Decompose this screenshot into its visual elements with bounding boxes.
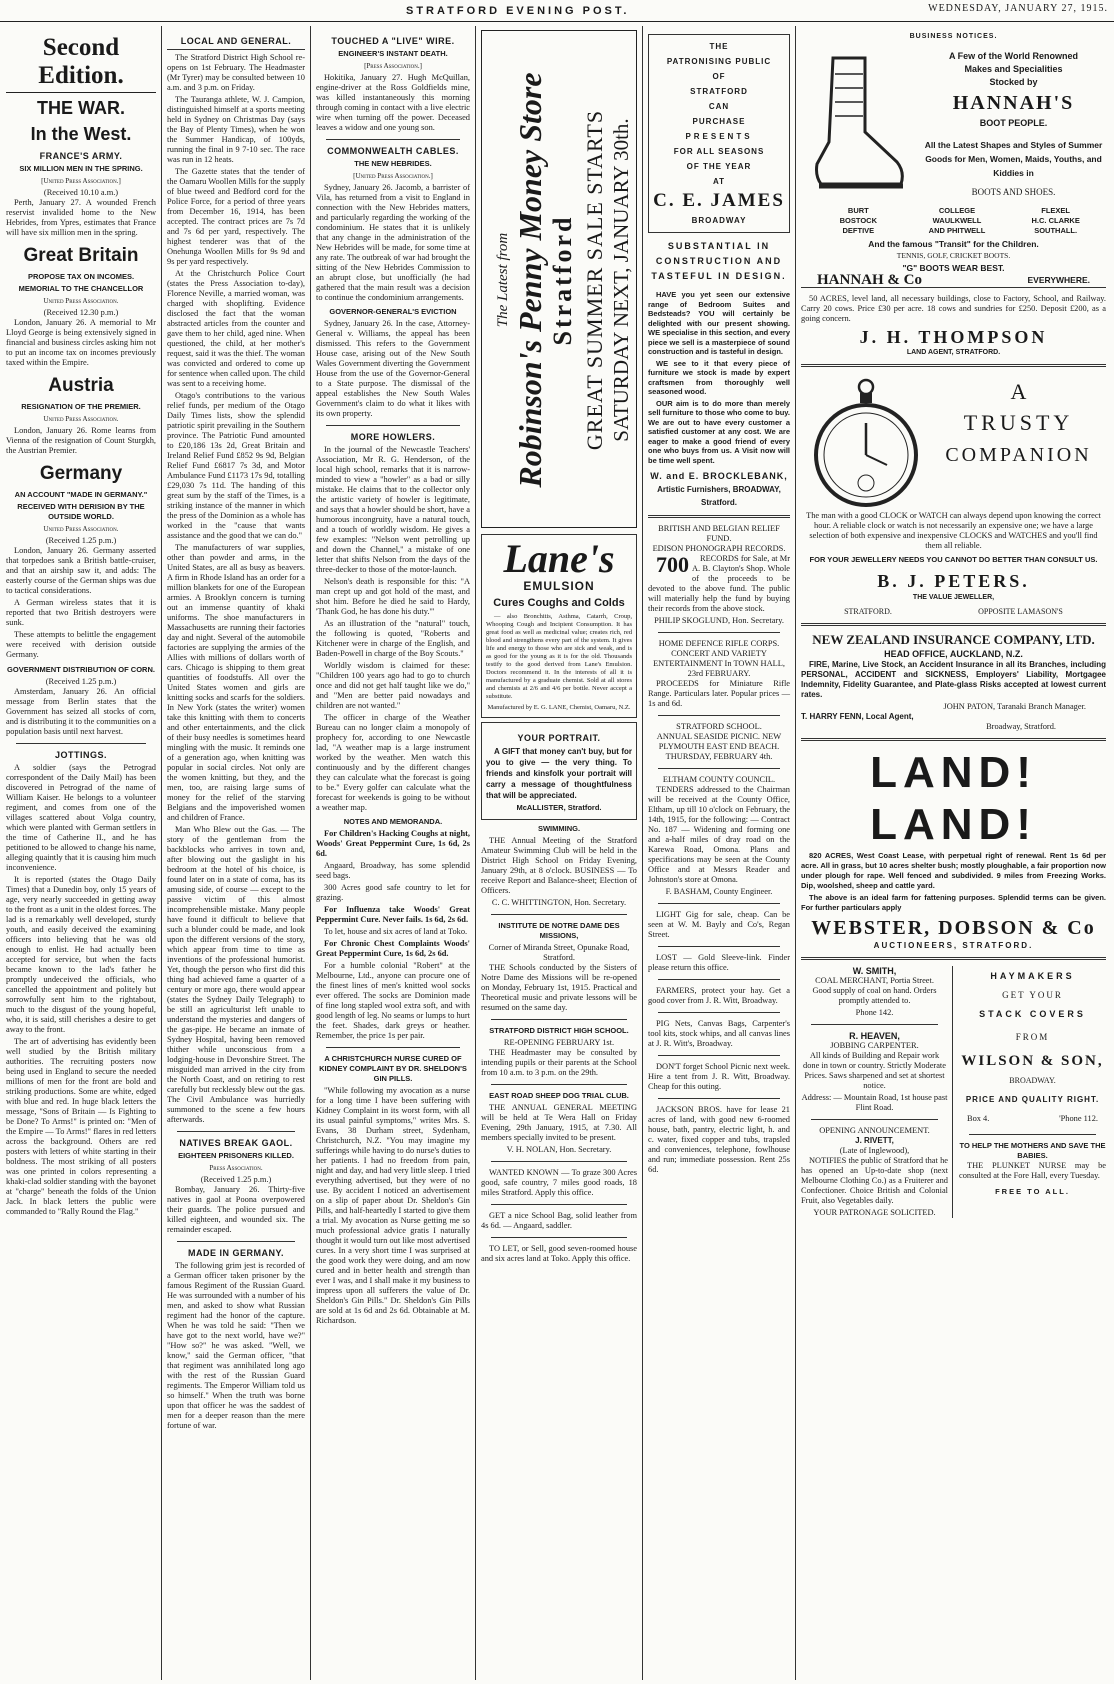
notes-item: 300 Acres good safe country to let for grazing. — [316, 883, 470, 902]
notes-item: For a humble colonial "Robert" at the Melbourne, Ltd., anyone can procure one of the finest lines of men's knitted wool socks ever offered. The socks are Dominion made of fine long stapled wool extra soft, and with good length of leg. No seams or lumps to hurt the feet. Shades, dark greys or heather. Remember, the price 1s per pair. — [316, 961, 470, 1040]
brand-grid — [809, 206, 1105, 236]
column-ads-2 — [644, 30, 794, 1678]
ad-line: OF THE YEAR — [686, 162, 752, 171]
ad-signature: F. BASHAM, County Engineer. — [665, 887, 773, 896]
column-business-notices — [797, 30, 1110, 1678]
land-heading: LAND! LAND! — [870, 748, 1037, 849]
peters-ad — [801, 373, 1106, 511]
ad-name: J. H. THOMPSON — [859, 327, 1048, 347]
article-body: London, January 26. A memorial to Mr Lloyd George is being extensively signed in financial and business circles asking him not to put an income tax on incomes previously taxed within the Empire. — [6, 318, 156, 367]
divider — [16, 743, 146, 744]
ad-line: OF — [712, 72, 726, 81]
ad-body: HAVE you yet seen our extensive range of Bedroom Suites and Bedsteads? YOU will certainly be delighted with our present showing. WE specialise in this section, and every piece we sell is a masterpiece of sound construction and is tasteful in design. — [648, 290, 790, 356]
column-local-news — [163, 30, 309, 1678]
ad-name: B. J. PETERS. — [877, 571, 1030, 591]
column-rule — [642, 26, 643, 1680]
headline: OPENING ANNOUNCEMENT. — [819, 1126, 930, 1135]
ad-line: Stocked by — [989, 77, 1038, 87]
ad-line: PURCHASE — [692, 117, 746, 126]
ad-line: BOOTS AND SHOES. — [971, 187, 1056, 197]
ad-name: W. SMITH, — [852, 966, 897, 976]
ad-line: HAYMAKERS — [990, 971, 1075, 981]
headline: RESIGNATION OF THE PREMIER. — [21, 402, 141, 411]
bottom-ads-left — [801, 966, 953, 1218]
subheadline: Corner of Miranda Street, Opunake Road, Stratford. — [488, 943, 630, 962]
section-heading: BUSINESS NOTICES. — [909, 33, 998, 40]
brand-name: BURT — [847, 206, 869, 215]
hannahs-ad — [801, 46, 1106, 288]
ad-line: STRATFORD — [690, 87, 748, 96]
divider — [491, 1161, 627, 1162]
headline: INSTITUTE DE NOTRE DAME DES MISSIONS, — [498, 921, 620, 940]
divider — [658, 632, 780, 633]
divider — [658, 903, 780, 904]
article-body: "While following my avocation as a nurse for a long time I have been suffering with Kidney Complaint in its worst form, with all its usual painful symptoms," writes Mrs. S. Evans, 38 Durham street, Sydenham, Christchurch, N.Z. "You may imagine my sufferings while having to do nurse's duties to her patients. I had no freedom from pain, night and day, and had very little sleep. I tried everything advertised, but they were of no use. By accident I noticed an advertisement on a slip of paper about Dr. Sheldon's Gin Pills, and half-heartedly I started to give them a trial. My avocation as Nurse getting me so much professional advice gratis I naturally thought it would turn out like most advertised cures. In a very short time I was surprised at the good work they were doing, and am now cured and in better health and strength than ever I was, and I shall make it my business to impress upon all sufferers the value of Dr. Sheldon's Gin Pills." Dr. Sheldon's Gin Pills are sold at 1s 6d and 2s 6d. Obtainable at M. Richardson. — [316, 1086, 470, 1325]
ad-line: AUCTIONEERS, STRATFORD. — [873, 941, 1034, 950]
article-body: A German wireless states that it is reported that two British destroyers were sunk. — [6, 598, 156, 627]
article-body: The Gazette states that the tender of the Oamaru Woollen Mills for the supply of blue tweed and Bedford cord for the Police Force, for a period of three years from December 16, 1914, has been accepted. The contract prices are 7s 7d and 7s 6d per yard, respectively. The highest tenderer was that of the Onehunga Woollen Mills for 9s 9d and 9s per yard respectively. — [167, 167, 305, 266]
notes-item: Angaard, Broadway, has some splendid seed bags. — [316, 861, 470, 880]
headline: NOTES AND MEMORANDA. — [343, 817, 443, 826]
classified-ad: JACKSON BROS. have for lease 21 acres of land, with good new 6-roomed house, bath, pantry, electric light, h. and c. water, fixed copper and tubs, trapsled and conveniences, telephone, fowlhouse and run; immediate possession. Rent 25s 6d. — [648, 1105, 790, 1174]
ad-line: Phone 142. — [855, 1008, 894, 1017]
received-time: (Received 1.25 p.m.) — [45, 536, 117, 545]
article-body: Bombay, January 26. Thirty-five natives in gaol at Poona overpowered their guards. The police pursued and killed eighteen, and wounded six. The remainder escaped. — [167, 1185, 305, 1234]
ad-body: 820 ACRES, West Coast Lease, with perpetual right of renewal. Rent 1s 6d per acre. All in grass, but 10 acres shelter bush; mostly ploughable, a fair proportion now under plough for rape. Well fenced and subdivided. 9 miles from Freezing Works. Dip, woolshed, sheep and cattle yard. — [801, 851, 1106, 890]
headline: JOTTINGS. — [54, 750, 107, 760]
ad-line: LAND AGENT, STRATFORD. — [906, 349, 1001, 356]
ad-line: Box 4. — [967, 1114, 990, 1123]
brand-name: WAULKWELL — [932, 216, 982, 225]
ad-name: WILSON & SON, — [961, 1053, 1104, 1069]
ad-line: 'Phone 112. — [1059, 1114, 1098, 1123]
brand-name: BOSTOCK — [839, 216, 878, 225]
divider — [801, 957, 1106, 960]
ad-town: Stratford — [548, 214, 577, 346]
ad-body: WE see to it that every piece of furniture we stock is made by expert craftsmen from thoroughly well seasoned wood. — [648, 358, 790, 396]
ad-body: The above is an ideal farm for fattening purposes. Splendid terms can be given. For further particulars apply — [801, 893, 1106, 912]
headline: STRATFORD DISTRICT HIGH SCHOOL. — [489, 1026, 629, 1035]
ad-body: PROCEEDS for Miniature Rifle Range. Particulars later. Popular prices — 1s and 6d. — [648, 679, 790, 708]
ad-line: TENNIS, GOLF, CRICKET BOOTS. — [896, 251, 1011, 260]
brand-name: DEFTIVE — [842, 226, 875, 235]
news-source: [United Press Association.] — [353, 172, 433, 180]
ad-body: THE Schools conducted by the Sisters of Notre Dame des Missions will be re-opened on Monday, February 1st, 1915. Practical and Theoretical music and private lessons will be resumed on the same day. — [481, 963, 637, 1012]
article-body: Amsterdam, January 26. An official message from Berlin states that the Government has seized all stocks of corn, and is distributing it to the communities on a population basis until next harvest. — [6, 687, 156, 736]
article-body: Nelson's death is responsible for this: "A man crept up and got hold of the mast, and shot him. Before he died he said to Hardy, 'Thank God, he has done his duty.'" — [316, 577, 470, 616]
classified-ad: DON'T forget School Picnic next week. Hire a tent from J. R. Witt, Broadway. Cheap for this outing. — [648, 1062, 790, 1091]
ad-body: THE Annual Meeting of the Stratford Amateur Swimming Club will be held in the District High School on Friday Evening, January 29th, at 8 o'clock. BUSINESS — To receive Report and Balance-sheet; Election of Officers. — [481, 836, 637, 895]
received-time: (Received 1.25 p.m.) — [200, 1175, 272, 1184]
ad-line: COMPANION — [945, 444, 1092, 466]
ad-signature: McALLISTER, Stratford. — [516, 803, 602, 812]
ad-line: PATRONISING PUBLIC — [666, 57, 772, 66]
ad-line: OPPOSITE LAMASON'S — [978, 607, 1063, 616]
hannahs-text — [921, 50, 1106, 199]
article-body: Man Who Blew out the Gas. — The story of the gentleman from the backblocks who arrives in town and, after blowing out the gaslight in his bedroom at the hotel of his choice, is found later on in a state of coma, has its amusing side, of course — except to the passive victim of this almost incomprehensible mistake. Many people have found it difficult to believe that such a blunder could be made, and look upon the different versions of the story, which appear from time to time as inventions of the professional humorist. Yet, though the person who first did this thing had achieved fame a quarter of a century or more ago, there would appear (states the Sydney Daily Telegraph) to be still an agriculturist left unable to understand the mysteries and dangers of the gas-pipe. He became an inmate of Sydney Hospital, having been removed thither while unconscious from a lodging-house in Devonshire Street. The misguided man arrived in the city from the North Coast, and on retiring to rest carefully but recklessly blew out the gas. The Civil Ambulance was hurriedly summoned to the scene a few hours afterwards. — [167, 825, 305, 1124]
headline: ELTHAM COUNTY COUNCIL. — [662, 775, 776, 784]
headline: SWIMMING. — [537, 824, 581, 833]
ad-body: NOTIFIES the public of Stratford that he has opened an Up-to-date shop (next Melbourne Clothing Co.) as a Fruiterer and Confectioner. Choice British and Colonial Fruit, also Vegetables daily. — [801, 1156, 948, 1205]
headline: EAST ROAD SHEEP DOG TRIAL CLUB. — [489, 1091, 629, 1100]
notes-item: For Chronic Chest Complaints Woods' Great Peppermint Cure, 1s 6d, 2s 6d. — [316, 939, 470, 958]
ad-line: Makes and Specialities — [964, 64, 1063, 74]
divider — [811, 1024, 938, 1025]
trusty-heading — [931, 377, 1106, 471]
ad-body: A GIFT that money can't buy, but for you to give — the very thing. To friends and kinsfolk your portrait will carry a message of thoughtfulness that will be appreciated. — [486, 747, 632, 800]
divider — [658, 979, 780, 980]
headline: FRANCE'S ARMY. — [39, 151, 123, 161]
ad-body: RECORDS for Sale, at Mr A. B. Clayton's Shop. Whole of the proceeds to be devoted to the above fund. The public will materially help the fund by buying their records from the above stock. — [648, 554, 790, 613]
war-heading: THE WAR. — [37, 98, 125, 118]
divider — [658, 1012, 780, 1013]
headline: AN ACCOUNT "MADE IN GERMANY." — [14, 490, 148, 499]
article-body: The Tauranga athlete, W. J. Campion, distinguished himself at a sports meeting held in Sydney on Christmas Day (says the Bay of Plenty Times), when he won the Summer Handicap, of 100yds, running the final in 9 7-10 sec. The race was run in 12 heats. — [167, 95, 305, 164]
divider — [177, 1241, 295, 1242]
ad-line: CAN — [708, 102, 730, 111]
ad-line: JOBBING CARPENTER. — [830, 1041, 919, 1050]
ad-signature: PHILIP SKOGLUND, Hon. Secretary. — [654, 616, 784, 625]
divider — [491, 1019, 627, 1020]
headline: A CHRISTCHURCH NURSE CURED OF KIDNEY COMPLAINT BY DR. SHELDON'S GIN PILLS. — [319, 1054, 467, 1083]
ad-body: Good supply of coal on hand. Orders promptly attended to. — [812, 986, 937, 1005]
column-war-news — [2, 30, 160, 1678]
issue-date: WEDNESDAY, JANUARY 27, 1915. — [928, 3, 1108, 14]
subheadline: RE-OPENING FEBRUARY 1st. — [503, 1038, 615, 1047]
ad-line: HEAD OFFICE, AUCKLAND, N.Z. — [884, 649, 1023, 659]
article-body: As an illustration of the "natural" touch, the following is quoted, "Roberts and Kitchener were in charge of the English, and Baden-Powell in charge of the Boy Scouts." — [316, 619, 470, 658]
ad-line: PRESENTS — [685, 132, 753, 141]
ad-line: AT — [712, 177, 726, 186]
notes-item: For Influenza take Woods' Great Peppermint Cure. Never fails. 1s 6d, 2s 6d. — [316, 905, 470, 924]
headline: PROPOSE TAX ON INCOMES. — [27, 272, 135, 281]
ad-line: FOR YOUR JEWELLERY NEEDS YOU CANNOT DO BETTER THAN CONSULT US. — [809, 555, 1098, 564]
divider — [658, 715, 780, 716]
divider — [491, 1237, 627, 1238]
article-body: Worldly wisdom is claimed for these: "Children 100 years ago had to go to church once and did not get half taught like we do," and "Men are better paid nowadays and children are not wanted." — [316, 661, 470, 710]
article-body: These attempts to belittle the engagement were received with derision outside Germany. — [6, 630, 156, 659]
ad-line: EVERYWHERE. — [1027, 275, 1090, 285]
headline: GOVERNMENT DISTRIBUTION OF CORN. — [7, 665, 155, 674]
ad-body: THE PLUNKET NURSE may be consulted at the Fore Hall, every Tuesday. — [959, 1161, 1106, 1180]
ad-name: HANNAH'S — [952, 92, 1075, 114]
ad-body: All kinds of Building and Repair work done in town or country. Strictly Moderate Prices. Saws sharpened and set at shortest notice. — [803, 1051, 946, 1090]
lanes-logo: Lane's — [503, 536, 615, 581]
column-cables — [312, 30, 474, 1678]
ad-line: And the famous "Transit" for the Children. — [868, 239, 1039, 249]
section-heading: LOCAL AND GENERAL. — [167, 36, 305, 50]
ad-line: Artistic Furnishers, BROADWAY, Stratford. — [657, 485, 781, 507]
ad-line: STRATFORD. — [844, 607, 892, 616]
section-heading: Austria — [48, 375, 114, 396]
ad-body: THE Headmaster may be consulted by intending pupils or their parents at the School from 10 a.m. to 3 p.m. on the 29th. — [481, 1048, 637, 1077]
ad-store-name: Robinson's Penny Money Store — [512, 72, 548, 488]
headline: HOME DEFENCE RIFLE CORPS. — [658, 639, 780, 648]
robinsons-sale-ad — [481, 30, 637, 528]
classified-ad: LIGHT Gig for sale, cheap. Can be seen at W. M. Bayly and Co's, Regan Street. — [648, 910, 790, 939]
divider — [801, 738, 1106, 741]
classified-ad: LOST — Gold Sleeve-link. Finder please return this office. — [648, 953, 790, 972]
subheadline: RECEIVED WITH DERISION BY THE OUTSIDE WORLD. — [17, 502, 145, 521]
ad-line: THE — [709, 42, 729, 51]
article-body: Perth, January 27. A wounded French reservist invalided home to the New Hebrides, from Ypres, estimates that France will have six million men in the spring. — [6, 198, 156, 237]
ad-line: THE VALUE JEWELLER, — [912, 594, 995, 601]
hay-contact — [959, 1110, 1106, 1128]
bottom-ads-right — [959, 966, 1106, 1218]
ad-line: BROADWAY. — [1009, 1076, 1056, 1085]
column-rule — [475, 26, 476, 1680]
divider — [491, 1084, 627, 1085]
headline: MORE HOWLERS. — [350, 432, 436, 442]
classified-ad: FARMERS, protect your hay. Get a good cover from J. R. Witt, Broadway. — [648, 986, 790, 1005]
article-body: London, January 26. Rome learns from Vienna of the resignation of Count Sturgkh, the Austrian Premier. — [6, 426, 156, 455]
column-rule — [161, 26, 162, 1680]
ad-name: C. E. JAMES — [653, 190, 785, 211]
headline: TO HELP THE MOTHERS AND SAVE THE BABIES. — [959, 1141, 1106, 1160]
brand-name: FLEXEL — [1041, 206, 1071, 215]
ad-line: FOR ALL SEASONS — [673, 147, 765, 156]
article-body: At the Christchurch Police Court (states the Press Association to-day), Florence Neville, a married woman, was charged with shoplifting. Evidence disclosed the fact that the woman abstracted articles from the counter and gave them to her child, aged nine. When questioned, the child, at her mother's request, said it was the thief. The woman was convicted and ordered to come up for sentence when called upon. The child was sent to a receiving home. — [167, 269, 305, 388]
subheadline: CONCERT AND VARIETY ENTERTAINMENT In TOWN HALL, 23rd FEBRUARY. — [653, 649, 785, 678]
lanes-sub: EMULSION — [523, 579, 595, 593]
lanes-body: — also Bronchitis, Asthma, Catarrh, Croup, Whooping Cough and Incipient Consumption. It has great food as well as medicinal value; creates rich, red blood and strengthens every part of the system. It gives life and energy to those who are sick and weak, and is as good for the young as it is for the old. Thousands testify to the good derived from Lane's Emulsion. Doctors recommend it. In the interests of all it is manufactured by a graduate chemist. Sold at all stores and chemists at 2/6 and 4/6 per bottle. Never accept a substitute. — [486, 613, 632, 700]
brand-name: COLLEGE — [938, 206, 976, 215]
ad-line: GET YOUR — [1002, 990, 1063, 1000]
thompson-ad-body: 50 ACRES, level land, all necessary buildings, close to Factory, School, and Railway. Carry 20 cows. Price £30 per acre. 18 cows and sundries for £250. Deposit £200, as a going concern. — [801, 294, 1106, 323]
ad-signature: JOHN PATON, Taranaki Branch Manager. — [943, 702, 1086, 711]
hannahs-signoff — [801, 274, 1106, 286]
ad-name: J. RIVETT, — [855, 1136, 894, 1145]
brand-name: SOUTHALL. — [1034, 226, 1078, 235]
ad-line: YOUR PATRONAGE SOLICITED. — [813, 1208, 936, 1217]
ad-line: PRICE AND QUALITY RIGHT. — [965, 1095, 1100, 1104]
hannahs-footer — [801, 238, 1106, 286]
article-body: The Stratford District High School re-opens on 1st February. The Headmaster (Mr Tyrer) may be consulted between 10 a.m. and 3 p.m. on Friday. — [167, 53, 305, 92]
divider — [658, 1098, 780, 1099]
article-body: Sydney, January 26. In the case, Attorney-General v. Williams, the appeal has been dismissed. This refers to the Government House case, arising out of the New South Wales Government diverting the Government House from the use of the Governor-General to a State purpose. The dismissal of the appeal establishes the New South Wales Government's claim to do what it likes with its own property. — [316, 319, 470, 418]
ad-line: T. HARRY FENN, Local Agent, — [801, 712, 914, 721]
subheadline: GOVERNOR-GENERAL'S EVICTION — [329, 307, 457, 316]
divider — [969, 1134, 1096, 1135]
ad-body: TENDERS addressed to the Chairman will be received at the County Office, Eltham, up till 10 o'clock on February, the 14th, 1915, for the following: — Contract No. 187 — Widening and forming one and a-half miles of dray road on the Karewa Road, Omona. Plans and specifications may be seen at the County Office and at Messrs Reader and Johnston's store at Omona. — [648, 785, 790, 884]
news-source: [United Press Association.] — [41, 177, 121, 185]
ad-line: TRUSTY — [963, 410, 1074, 435]
brocklebank-heading: SUBSTANTIAL IN CONSTRUCTION AND TASTEFUL IN DESIGN. — [651, 241, 787, 281]
ad-line: COAL MERCHANT, Portia Street. — [815, 976, 934, 985]
subheadline: EIGHTEEN PRISONERS KILLED. — [178, 1151, 294, 1160]
headline: NATIVES BREAK GAOL. — [179, 1138, 293, 1148]
classified-ad: WANTED KNOWN — To graze 300 Acres good, safe country, 7 miles good roads, 18 miles Stratford. Apply this office. — [481, 1168, 637, 1197]
relief-number: 700 — [656, 552, 689, 577]
article-body: Hokitika, January 27. Hugh McQuillan, engine-driver at the Ross Goldfields mine, was killed instantaneously this morning through coming in contact with a live electric wire when turning off the power. Deceased leaves a widow and one young son. — [316, 73, 470, 132]
ad-name: W. and E. BROCKLEBANK, — [650, 471, 788, 481]
ad-sale: GREAT SUMMER SALE STARTS — [582, 109, 607, 451]
lanes-maker: Manufactured by E. G. LANE, Chemist, Oamaru, N.Z. — [487, 704, 631, 711]
ad-name: NEW ZEALAND INSURANCE COMPANY, LTD. — [812, 632, 1095, 647]
received-time: (Received 10.10 a.m.) — [43, 188, 119, 197]
news-source: United Press Association. — [43, 525, 119, 533]
ad-line: "G" BOOTS WEAR BEST. — [902, 263, 1005, 273]
ad-body: FIRE, Marine, Live Stock, an Accident Insurance in all its Branches, including PERSONAL, ACCIDENT and SICKNESS, Employers' Liability, Mortgagee Indemnity, Fidelity Guarantee, and Plate-glass Risks accepted at lowest current rates. — [801, 660, 1106, 699]
headline: STRATFORD SCHOOL. — [676, 722, 762, 731]
classified-ad: GET a nice School Bag, solid leather from 4s 6d. — Angaard, saddler. — [481, 1211, 637, 1230]
headline: YOUR PORTRAIT. — [517, 733, 601, 743]
ad-body: THE ANNUAL GENERAL MEETING will be held at Te Wera Hall on Friday Evening, 29th January, 1915, at 7.30. All members specially invited to be present. — [481, 1103, 637, 1142]
ad-signature: C. C. WHITTINGTON, Hon. Secretary. — [491, 898, 627, 907]
article-body: The manufacturers of war supplies, other than powder and arms, in the United States, are all as busy as beavers. A firm in Rhode Island has an order for a million blankets for one of the European armies. A Brooklyn concern is turning out an immense quantity of khaki uniforms. The shoe manufacturers in Massachusetts are running their factories day and night. Several of the automobile factories are supplying the armies of the Allies with millions of dollars worth of cars. Chicago is shipping to them great quantities of foodstuffs. All over the United States women and girls are knitting socks and scarfs for the soldiers. In New York (states the writer) women take this knitting with them to concerts and other entertainments, and the click of their busy needles is sometimes heard mingling with the music. It reminds one of a generation ago, when knitting was popular in social circles. Not only are the women knitting, but they, and the men, too, are raising large sums of money for the relief of the starving Belgians and the impoverished women and children of France. — [167, 543, 305, 822]
edition-heading: Second Edition. — [6, 34, 156, 93]
divider — [326, 139, 460, 140]
divider — [491, 914, 627, 915]
headline: MADE IN GERMANY. — [187, 1248, 284, 1258]
ad-line: All the Latest Shapes and Styles of Summer Goods for Men, Women, Maids, Youths, and Kiddies in — [924, 140, 1103, 178]
ad-name: R. HEAVEN, — [849, 1031, 900, 1041]
news-source: Press Association. — [209, 1164, 263, 1172]
ad-body: ANNUAL SEASIDE PICNIC. NEW PLYMOUTH EAST END BEACH. THURSDAY, FEBRUARY 4th. — [656, 732, 782, 761]
article-body: A soldier (says the Petrograd correspondent of the Daily Mail) has been discovered in Petrograd of the name of William Kaiser. He belongs to a volunteer regiment, and comes from one of the villages scattered about Volga country, which were planted with German settlers in the time of Catherine II., and he has petitioned to be allowed to change his name, alleging quaintly that it is causing him much inconvenience. — [6, 763, 156, 872]
headline: COMMONWEALTH CABLES. — [327, 146, 459, 156]
ad-line: Broadway, Stratford. — [986, 722, 1056, 731]
divider — [326, 425, 460, 426]
ad-body: The man with a good CLOCK or WATCH can always depend upon knowing the correct hour. A reliable clock or watch is not necessarily an expensive one; we have a large selection of both expensive and inexpensive CLOCKS and WATCHES and you'll find them all reliable. — [806, 511, 1101, 550]
ad-kicker: The Latest from — [495, 232, 511, 328]
ad-date: SATURDAY NEXT, JANUARY 30th. — [609, 118, 633, 442]
lanes-tagline: Cures Coughs and Colds — [493, 597, 625, 609]
column-rule — [310, 26, 311, 1680]
boot-icon — [805, 54, 909, 204]
headline: BRITISH AND BELGIAN RELIEF FUND. — [658, 524, 780, 543]
ad-line: BROADWAY — [691, 216, 747, 225]
notes-item: For Children's Hacking Coughs at night, Woods' Great Peppermint Cure, 1s 6d, 2s 6d. — [316, 829, 470, 858]
section-heading: Great Britain — [23, 245, 139, 266]
divider — [326, 1047, 460, 1048]
ad-line: Address: — Mountain Road, 1st house past Flint Road. — [801, 1093, 948, 1112]
pocket-watch-icon — [811, 375, 921, 509]
article-body: The officer in charge of the Weather Bureau can no longer claim a monopoly of prophecy for, according to one Newcastle lad, "A weather map is a large instrument worked by the weather. Men watch this continuously and by the different changes they can calculate what the forecast is going to be." Every golfer can calculate what the forecast for weekends is going to be without a weather map. — [316, 713, 470, 812]
received-time: (Received 1.25 p.m.) — [45, 677, 117, 686]
article-body: In the journal of the Newcastle Teachers' Association, Mr R. G. Henderson, of the local high school, remarks that it is narrow-minded to view a "howler" as a bad or silly mistake. He claims that to the collector only the artistic variety of howler is legitimate, and says that a howler should be short, have a humorous incongruity, have a natural touch, and a touch of worldly wisdom. He gives a few examples: "Nelson went petrolling up and down the Channel," a mistake of one letter that shifts Nelson from the days of the three-decker to those of the motor-launch. — [316, 445, 470, 574]
ad-name: HANNAH & Co — [817, 272, 922, 288]
masthead — [0, 0, 1114, 22]
subheadline: ENGINEER'S INSTANT DEATH. — [338, 49, 448, 58]
divider — [491, 1204, 627, 1205]
article-body: The art of advertising has evidently been well studied by the British military authorities. The recruiting posters now being used in England to secure the needed millions of men for the front are bold and striking productions. Some are white, edged with blue and red. In huge black letters the message, "Sons of Britain — Is Fighting to be Done? To Arms!" is printed on: "Men of the Empire — To Arms!" flares in red letters across the background. Others are red posters with letters of white starting in their boldness. The most striking of all posters was one printed in colors representing a khaki-clad soldier standing with the bayonet at "charge" beneath the folds of the Union Jack. In black letters the public were commanded to "Rally Round the Flag." — [6, 1037, 156, 1216]
news-source: [Press Association.] — [364, 62, 422, 70]
article-body: Sydney, January 26. Jacomb, a barrister of Vila, has returned from a visit to England in connection with the New Hebrides matters, and particularly regarding the working of the condominium. He states that it is unlikely that any change in the administration of the New Hebrides will be made, for some time at any rate. The outbreak of war had brought the sitting of the New Hebrides Commission to an abrupt close, but unofficially (he had gathered that the main result was a decision to continue the condominium arrangements. — [316, 183, 470, 302]
portrait-ad — [481, 722, 637, 820]
subheadline: EDISON PHONOGRAPH RECORDS. — [652, 544, 786, 553]
classified-ad: TO LET, or Sell, good seven-roomed house and six acres land at Toko. Apply this office. — [481, 1244, 637, 1263]
divider — [177, 1131, 295, 1132]
news-source: United Press Association. — [43, 297, 119, 305]
headline: TOUCHED A "LIVE" WIRE. — [331, 36, 455, 46]
ad-signature: V. H. NOLAN, Hon. Secretary. — [506, 1145, 612, 1154]
bottom-ads — [801, 966, 1106, 1218]
ad-line: A Few of the World Renowned — [949, 51, 1078, 61]
notes-item: To let, house and six acres of land at Toko. — [324, 927, 468, 936]
publication-title: STRATFORD EVENING POST. — [406, 5, 630, 17]
james-ad — [648, 34, 790, 233]
ad-line: BOOT PEOPLE. — [979, 118, 1048, 128]
ad-line: FROM — [1015, 1032, 1050, 1042]
divider — [658, 768, 780, 769]
divider — [658, 946, 780, 947]
divider — [801, 623, 1106, 626]
divider — [801, 364, 1106, 367]
subheadline: MEMORIAL TO THE CHANCELLOR — [18, 284, 144, 293]
subheadline: SIX MILLION MEN IN THE SPRING. — [19, 164, 143, 173]
ad-body: OUR aim is to do more than merely sell furniture to those who come to buy. We are out to have every customer a satisfied customer at any cost. We are eager to make a good friend of every one who buys from us. A Visit now will be time well spent. — [648, 398, 790, 465]
ad-line: STACK COVERS — [979, 1009, 1086, 1019]
subheadline: THE NEW HEBRIDES. — [354, 159, 432, 168]
divider — [648, 515, 790, 518]
received-time: (Received 12.30 p.m.) — [43, 308, 119, 317]
divider — [811, 1119, 938, 1120]
brand-name: H.C. CLARKE — [1031, 216, 1080, 225]
classified-ad: PIG Nets, Canvas Bags, Carpenter's tool kits, stock whips, and all canvas lines at J. R. Witt's, Broadway. — [648, 1019, 790, 1048]
column-ads-1 — [477, 30, 641, 1678]
ad-name: WEBSTER, DOBSON & Co — [811, 917, 1096, 939]
article-body: The following grim jest is recorded of a German officer taken prisoner by the famous Regiment of the Russian Guard. He was surrounded with a number of his men, and asked to show what Russian regiment had the honor of the capture. When he was told he said: "Then we have got to the next world, have we?" "How so?" he was asked. "Well, we know," said the German officer, "that that regiment was annihilated long ago with the rest of the Russian Guard regiments. The Emperor William told us so himself." When the truth was borne upon that officer he was the saddest of men for a deeper reason than the mere fortune of war. — [167, 1261, 305, 1430]
ad-line: (Late of Inglewood), — [839, 1146, 910, 1155]
lanes-emulsion-ad — [481, 534, 637, 718]
column-rule — [795, 26, 796, 1680]
rotated-ad-text — [494, 40, 634, 520]
article-body: London, January 26. Germany asserted that torpedoes sank a British battle-cruiser, and that an airship saw it, and adds: The easterly course of the German ships was due to tactical considerations. — [6, 546, 156, 595]
ad-line: FREE TO ALL. — [995, 1187, 1070, 1196]
section-heading: Germany — [39, 463, 123, 484]
peters-address — [801, 607, 1106, 617]
news-source: United Press Association. — [43, 415, 119, 423]
article-body: Otago's contributions to the various relief funds, per medium of the Otago Daily Times lists, show the splendid patriotic spirit prevailing in the Southern province. The Patriotic Fund amounted to £20,186 13s 2d, Great Britain and Ireland Relief Fund £852 9s 9d, Belgian Relief Fund £6817 7s 3d, and Motor Ambulance Fund £1173 17s 9d, totalling £29,030 7s 11d. The handing of this great sum by the staff of the Times, is a striking instance of the manner in which the press of the Dominion as a whole has worked in the "cause that wants assistance and the good that we can do." — [167, 391, 305, 540]
brand-name: AND PHITWELL — [928, 226, 986, 235]
divider — [658, 1055, 780, 1056]
ad-line: A — [1010, 379, 1027, 404]
article-body: It is reported (states the Otago Daily Times) that a Dunedin boy, only 15 years of age, very nearly succeeded in getting away to the front as a unit in the oldest forces. The lad is a remarkably well developed, sturdy youth, and easily deceived the examining officers into believing that he was old enough to enlist. He had actually been accepted for service, but when the facts became known to the lad's father he promptly undeceived the officials, who cancelled the appointment and politely but sorrowfully sent him to the rightabout, much to the disgust of the young hopeful, who, it is said, still cherishes a desire to get away to the front. — [6, 875, 156, 1034]
west-heading: In the West. — [30, 124, 132, 144]
